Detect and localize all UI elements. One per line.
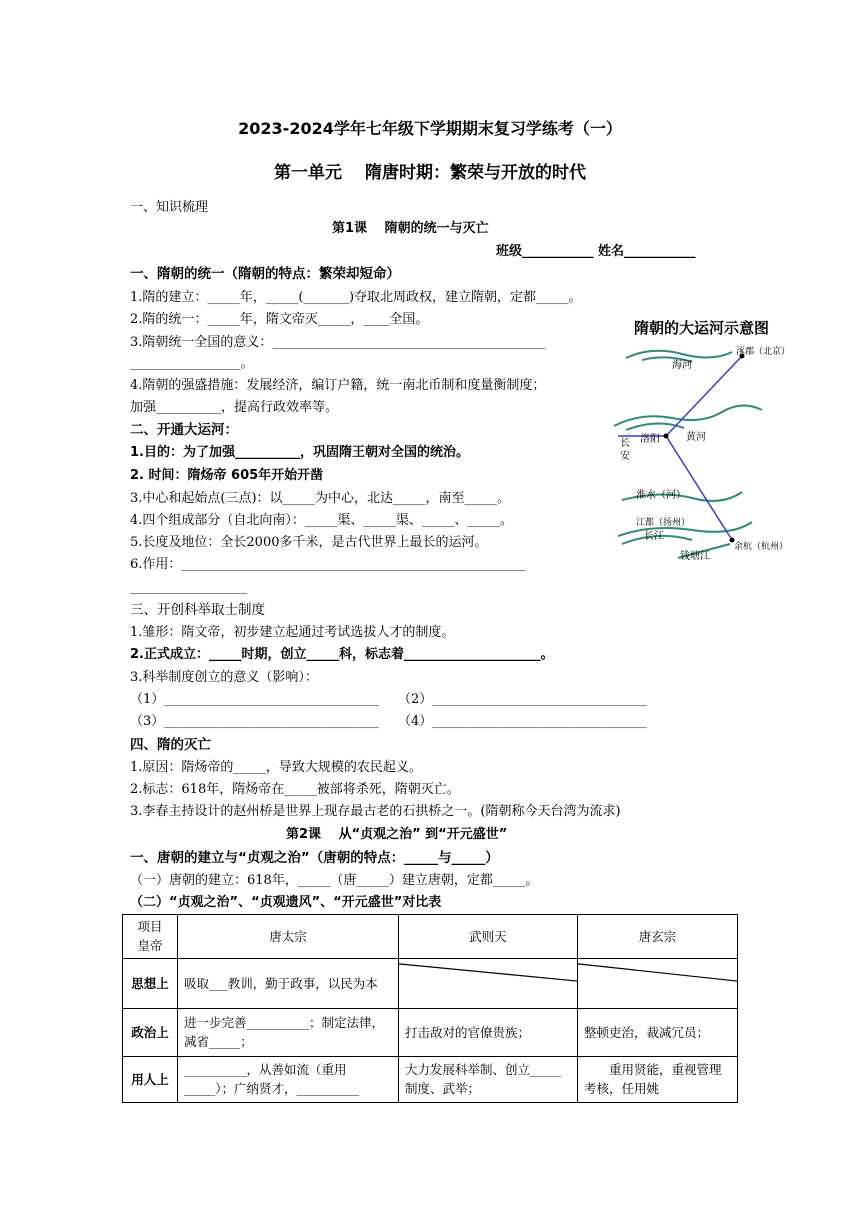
section-heading: 二、开通大运河： bbox=[130, 422, 238, 438]
text-line: 3.李春主持设计的赵州桥是世界上现存最古老的石拱桥之一。(隋朝称今天台湾为流求) bbox=[130, 804, 621, 819]
table-corner-header bbox=[123, 915, 178, 959]
grand-canal-map bbox=[612, 318, 808, 580]
comparison-table bbox=[122, 914, 738, 1103]
changan-label-1: 长 bbox=[620, 438, 630, 449]
row-label: 政治上 bbox=[123, 1008, 178, 1056]
text-line: 1.目的：为了加强__________，巩固隋王朝对全国的统治。 bbox=[130, 445, 469, 460]
table-header-row bbox=[123, 915, 738, 959]
document-title: 2023-2024学年七年级下学期期末复习学练考（一） bbox=[238, 119, 622, 138]
column-header: 唐玄宗 bbox=[578, 915, 738, 959]
section-heading: 四、隋的灭亡 bbox=[130, 737, 211, 753]
text-line: 4.四个组成部分（自北向南）：_____渠、_____渠、_____、_____。 bbox=[130, 513, 513, 528]
column-header: 唐太宗 bbox=[178, 915, 399, 959]
table-cell: 进一步完善__________；制定法律，减省_____； bbox=[178, 1008, 399, 1056]
table-cell-empty bbox=[399, 958, 578, 1008]
huaishui-label: 淮水（河） bbox=[636, 490, 686, 501]
text-line: 1.原因：隋炀帝的_____，导致大规模的农民起义。 bbox=[130, 760, 422, 775]
table-cell: 吸取___教训，勤于政事，以民为本 bbox=[178, 958, 399, 1008]
column-header: 武则天 bbox=[399, 915, 578, 959]
text-line: __________________ bbox=[130, 580, 247, 595]
jiangdu-label: 江都（扬州） bbox=[636, 518, 691, 528]
lesson1-title: 第1课 隋朝的统一与灭亡 bbox=[332, 221, 489, 236]
corner-line-2: 皇帝 bbox=[137, 938, 163, 954]
text-line: 2.标志：618年，隋炀帝在_____被部将杀死，隋朝灭亡。 bbox=[130, 782, 460, 797]
table-cell: 重用贤能，重视管理考核，任用姚 bbox=[578, 1056, 738, 1102]
canal-route bbox=[618, 356, 742, 540]
text-line: （2）_________________________________ bbox=[398, 692, 647, 707]
huanghe-river bbox=[614, 405, 762, 426]
text-line: 3.中心和起始点(三点)：以_____为中心，北达_____，南至_____。 bbox=[130, 491, 511, 506]
table-row bbox=[123, 1008, 738, 1056]
row-label: 思想上 bbox=[123, 958, 178, 1008]
text-line: 3.隋朝统一全国的意义：__________________________________________ bbox=[130, 335, 546, 350]
haihe-label: 海河 bbox=[672, 360, 692, 371]
unit-title: 第一单元 隋唐时期：繁荣与开放的时代 bbox=[274, 163, 586, 183]
text-line: （4）_________________________________ bbox=[398, 714, 647, 729]
luoyang-label: 洛阳 bbox=[640, 434, 660, 445]
table-cell: __________，从善如流（重用_____）；广纳贤才，__________ bbox=[178, 1056, 399, 1102]
table-cell: 大力发展科举制、创立_____制度、武举； bbox=[399, 1056, 578, 1102]
haihe-river bbox=[626, 351, 732, 358]
section-heading: 一、隋朝的统一（隋朝的特点：繁荣却短命） bbox=[130, 266, 400, 282]
text-line: （二）“贞观之治”、“贞观遗风”、“开元盛世”对比表 bbox=[130, 895, 442, 910]
text-line: 1.隋的建立：_____年，_____(_______)夺取北周政权，建立隋朝，定都_____。 bbox=[130, 290, 582, 305]
class-name-line: 班级___________ 姓名___________ bbox=[496, 244, 696, 259]
section-heading: 一、唐朝的建立与“贞观之治”（唐朝的特点：_____与_____） bbox=[130, 850, 499, 866]
text-line: 2.正式成立：_____时期，创立_____科，标志着_____________________。 bbox=[130, 647, 554, 662]
changjiang-label: 长江 bbox=[644, 531, 664, 542]
text-line: 2.隋的统一：_____年，隋文帝灭_____，____全国。 bbox=[130, 312, 429, 327]
text-line: 5.长度及地位：全长2000多千米，是古代世界上最长的运河。 bbox=[130, 535, 488, 550]
text-line: 3.科举制度创立的意义（影响）： bbox=[130, 670, 318, 685]
text-line: _________________。 bbox=[130, 356, 254, 371]
row-label: 用人上 bbox=[123, 1056, 178, 1102]
corner-line-1: 项目 bbox=[137, 919, 163, 934]
diagonal-strike bbox=[399, 959, 577, 1008]
table-cell: 打击敌对的官僚贵族； bbox=[399, 1008, 578, 1056]
zhuojun-label: 涿郡（北京） bbox=[736, 347, 791, 357]
text-line: 加强__________，提高行政效率等。 bbox=[130, 400, 339, 415]
diagonal-strike bbox=[578, 959, 737, 1008]
table-cell-empty bbox=[578, 958, 738, 1008]
text-line: 6.作用：_____________________________________________________ bbox=[130, 557, 526, 572]
part-heading: 一、知识梳理 bbox=[130, 200, 209, 215]
text-line: 4.隋朝的强盛措施：发展经济，编订户籍，统一南北币制和度量衡制度； bbox=[130, 378, 546, 393]
lesson2-title: 第2课 从“贞观之治” 到“开元盛世” bbox=[286, 827, 508, 842]
map-graphic bbox=[612, 318, 808, 580]
table-cell: 整顿吏治，裁减冗员； bbox=[578, 1008, 738, 1056]
luoyang-dot bbox=[664, 434, 669, 439]
map-title: 隋朝的大运河示意图 bbox=[634, 319, 770, 337]
text-line: （1）_________________________________ bbox=[130, 692, 379, 707]
table-row bbox=[123, 1056, 738, 1102]
text-line: 2. 时间：隋炀帝 605年开始开凿 bbox=[130, 468, 324, 483]
section-heading: 三、开创科举取士制度 bbox=[130, 602, 265, 618]
huanghe-label: 黄河 bbox=[686, 432, 706, 443]
table-row bbox=[123, 958, 738, 1008]
text-line: 1.雏形：隋文帝，初步建立起通过考试选拔人才的制度。 bbox=[130, 625, 455, 640]
yuhang-label: 余杭（杭州） bbox=[734, 542, 789, 552]
changan-label-2: 安 bbox=[620, 451, 630, 462]
qiantang-label: 钱塘江 bbox=[680, 551, 710, 562]
text-line: （一）唐朝的建立：618年，_____（唐_____）建立唐朝，定都_____。 bbox=[130, 873, 539, 888]
text-line: （3）_________________________________ bbox=[130, 714, 379, 729]
